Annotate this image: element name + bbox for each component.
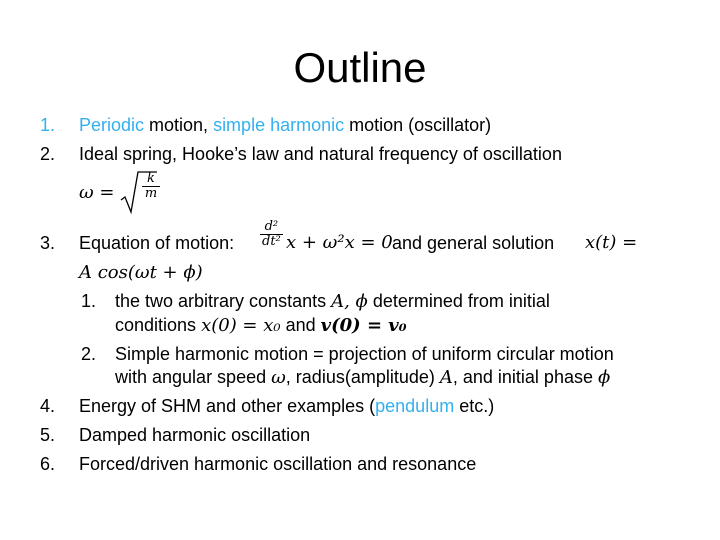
derivative-fraction: $\frac{\text{d²}}{\text{dt²}}$: [262, 219, 281, 249]
item-text: Periodic motion, simple harmonic motion (oscillator): [79, 115, 492, 135]
item-text: Ideal spring, Hooke’s law and natural frequency of oscillation: [79, 144, 562, 164]
item-number: 2.: [81, 344, 97, 364]
sqrt-fraction: [121, 170, 157, 214]
item-text: with angular speed ω, radius(amplitude) A, and initial phase ϕ: [115, 367, 611, 388]
item-text: Forced/driven harmonic oscillation and resonance: [79, 454, 477, 474]
item-text: Equation of motion:: [79, 233, 235, 253]
link-simple-harmonic[interactable]: simple harmonic: [213, 115, 345, 135]
item-number: 5.: [40, 425, 56, 445]
general-solution: x(t) =: [585, 232, 638, 253]
formula-lhs: ω =: [79, 182, 115, 203]
link-pendulum[interactable]: pendulum: [375, 396, 455, 416]
equation-of-motion: x + ω²x = 0: [286, 232, 393, 253]
item-text: Simple harmonic motion = projection of uniform circular motion: [115, 344, 614, 364]
item-number: 1.: [40, 115, 56, 135]
general-solution-cont: A cos(ωt + ϕ): [79, 262, 203, 283]
item-text: the two arbitrary constants A, ϕ determined from initial: [115, 291, 550, 312]
item-number: 1.: [81, 291, 97, 311]
outline-list: [40, 0, 700, 474]
sqrt-frac: $\frac{k}{m}$: [142, 172, 160, 201]
item-text: conditions x(0) = x₀ and v(0) = v₀: [115, 315, 407, 336]
item-number: 6.: [40, 454, 56, 474]
item-number: 2.: [40, 144, 56, 164]
item-text: Damped harmonic oscillation: [79, 425, 311, 445]
item-text: Energy of SHM and other examples (pendulum etc.): [79, 396, 495, 416]
list-item: 3. Equation of motion: $\frac{\text{d²}}{\text{dt²}}$ x + ω²x = 0 and general solution x(t) =: [40, 219, 638, 253]
slide-title: Outline: [293, 44, 427, 91]
item-number: 4.: [40, 396, 56, 416]
item-number: 3.: [40, 233, 56, 253]
link-periodic[interactable]: Periodic: [79, 115, 145, 135]
